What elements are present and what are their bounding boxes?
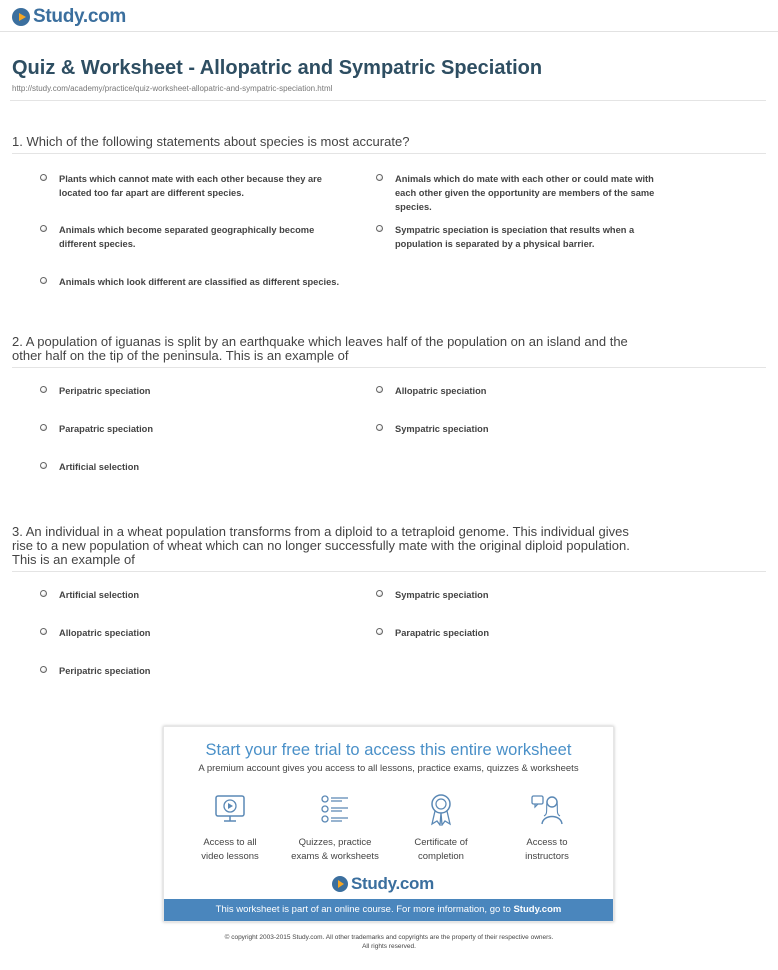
question-text: 2. A population of iguanas is split by an earthquake which leaves half of the population on an island and the other half on the tip of the peninsula. This is an example of xyxy=(12,334,628,363)
radio-button-icon[interactable] xyxy=(376,424,383,431)
question-text: 1. Which of the following statements about species is most accurate? xyxy=(12,134,410,149)
answer-text: Allopatric speciation xyxy=(395,386,487,396)
play-logo-icon xyxy=(332,876,348,892)
answer-option[interactable] xyxy=(40,664,340,678)
promo-subtitle: A premium account gives you access to all lessons, practice exams, quizzes & worksheets xyxy=(198,763,579,774)
header-divider xyxy=(0,31,778,32)
radio-button-icon[interactable] xyxy=(40,225,47,232)
radio-button-icon[interactable] xyxy=(376,386,383,393)
answer-option[interactable] xyxy=(376,384,676,398)
promo-study-logo[interactable] xyxy=(332,874,434,894)
copyright-line: © copyright 2003-2015 Study.com. All other trademarks and copyrights are the property of their respective owners. xyxy=(224,934,554,941)
feature-label: Certificate of completion xyxy=(414,837,468,862)
radio-button-icon[interactable] xyxy=(40,628,47,635)
answer-text: Animals which look different are classified as different species. xyxy=(59,277,340,287)
answer-option[interactable] xyxy=(40,223,340,251)
page-url: http://study.com/academy/practice/quiz-worksheet-allopatric-and-sympatric-speciation.html xyxy=(12,84,333,93)
feature-certificate xyxy=(386,792,496,864)
rights-line: All rights reserved. xyxy=(362,943,416,950)
feature-label: Access to all video lessons xyxy=(201,837,259,862)
answer-option[interactable] xyxy=(40,588,340,602)
copyright-notice xyxy=(0,933,778,951)
answer-text: Parapatric speciation xyxy=(59,424,154,434)
radio-button-icon[interactable] xyxy=(376,590,383,597)
certificate-icon xyxy=(424,792,458,826)
video-lesson-icon xyxy=(213,792,247,826)
answer-text: Plants which cannot mate with each other because they are located too far apart are different species. xyxy=(59,174,322,198)
radio-button-icon[interactable] xyxy=(40,590,47,597)
answer-option[interactable] xyxy=(40,275,380,289)
play-logo-icon xyxy=(12,8,30,26)
answer-text: Sympatric speciation xyxy=(395,590,489,600)
question-divider xyxy=(12,367,766,368)
answer-text: Peripatric speciation xyxy=(59,666,151,676)
question-2 xyxy=(12,334,766,472)
answer-option[interactable] xyxy=(376,172,676,214)
answer-text: Artificial selection xyxy=(59,462,140,472)
study-link[interactable]: Study.com xyxy=(513,904,562,915)
answer-option[interactable] xyxy=(376,626,676,640)
feature-instructors xyxy=(492,792,602,864)
radio-button-icon[interactable] xyxy=(376,628,383,635)
radio-button-icon[interactable] xyxy=(40,462,47,469)
answer-text: Allopatric speciation xyxy=(59,628,151,638)
radio-button-icon[interactable] xyxy=(376,174,383,181)
feature-video-lessons xyxy=(175,792,285,864)
answer-option[interactable] xyxy=(40,384,340,398)
logo-text: Study.com xyxy=(33,6,127,27)
answer-text: Parapatric speciation xyxy=(395,628,490,638)
title-divider xyxy=(10,100,766,101)
feature-label: Quizzes, practice exams & worksheets xyxy=(291,837,379,862)
radio-button-icon[interactable] xyxy=(40,666,47,673)
study-logo[interactable] xyxy=(12,6,126,28)
answer-option[interactable] xyxy=(40,172,340,200)
page-title: Quiz & Worksheet - Allopatric and Sympatric Speciation xyxy=(12,57,543,79)
radio-button-icon[interactable] xyxy=(40,174,47,181)
course-info-text: This worksheet is part of an online course. For more information, go to xyxy=(215,904,514,915)
question-1 xyxy=(12,134,766,287)
question-divider xyxy=(12,153,766,154)
feature-label: Access to instructors xyxy=(525,837,569,862)
free-trial-promo xyxy=(163,726,614,922)
answer-option[interactable] xyxy=(40,460,340,474)
answer-text: Peripatric speciation xyxy=(59,386,151,396)
instructor-icon xyxy=(530,792,564,826)
answer-text: Animals which become separated geographically become different species. xyxy=(59,225,315,249)
question-divider xyxy=(12,571,766,572)
answer-text: Animals which do mate with each other or could mate with each other given the opportunity are members of the same species. xyxy=(395,174,655,212)
radio-button-icon[interactable] xyxy=(40,424,47,431)
radio-button-icon[interactable] xyxy=(376,225,383,232)
feature-quizzes xyxy=(280,792,390,864)
answer-text: Sympatric speciation is speciation that results when a population is separated by a physical barrier. xyxy=(395,225,635,249)
answer-option[interactable] xyxy=(40,626,340,640)
question-text: 3. An individual in a wheat population transforms from a diploid to a tetraploid genome. This individual gives rise to a new population of wheat which can no longer successfully mate with the original diploid population. This is an example of xyxy=(12,524,630,567)
answer-text: Sympatric speciation xyxy=(395,424,489,434)
question-3 xyxy=(12,524,766,676)
answer-text: Artificial selection xyxy=(59,590,140,600)
answer-option[interactable] xyxy=(376,223,676,251)
logo-text: Study.com xyxy=(351,874,434,893)
radio-button-icon[interactable] xyxy=(40,277,47,284)
answer-option[interactable] xyxy=(376,422,676,436)
quiz-list-icon xyxy=(318,792,352,826)
course-info-bar xyxy=(164,899,613,921)
promo-title[interactable]: Start your free trial to access this entire worksheet xyxy=(205,741,572,759)
answer-option[interactable] xyxy=(40,422,340,436)
answer-option[interactable] xyxy=(376,588,676,602)
radio-button-icon[interactable] xyxy=(40,386,47,393)
